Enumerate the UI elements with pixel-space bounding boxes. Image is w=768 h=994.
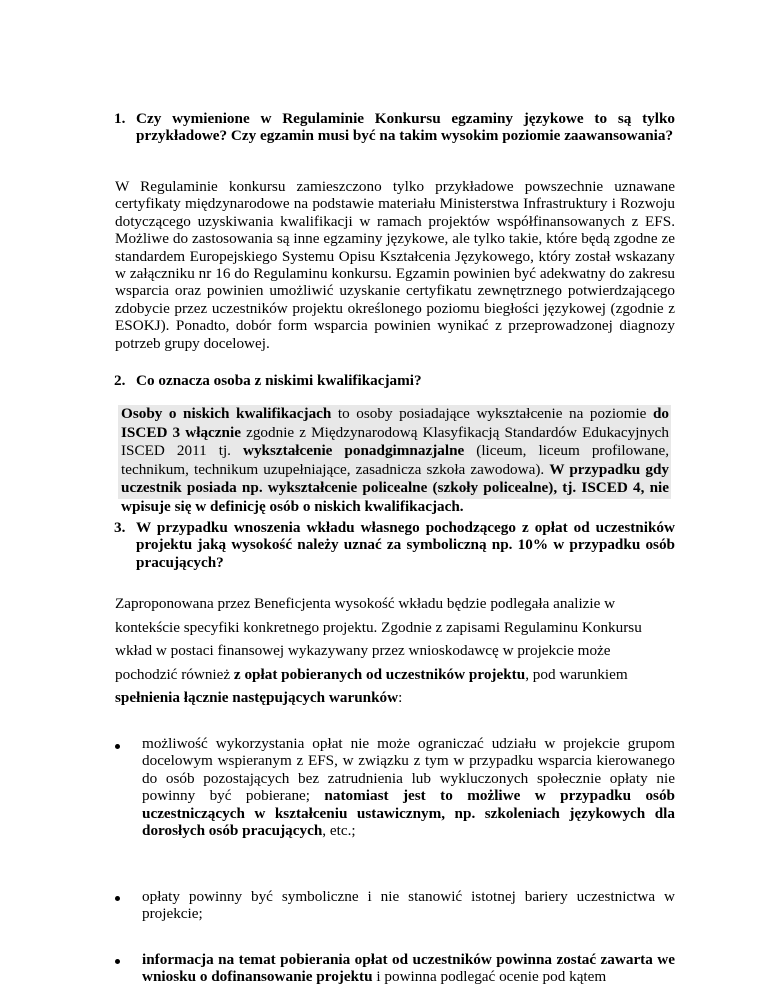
question-1-text: Czy wymienione w Regulaminie Konkursu egzaminy językowe to są tylko przykładowe? Czy egzamin musi być na takim wysokim poziomie zaawansowania? — [136, 110, 675, 145]
answer-2-part-6: (liceum, liceum profilowane, technikum, technikum uzupełniające, zasadnicza szkoła zawodowa). — [121, 442, 669, 478]
question-2-text: Co oznacza osoba z niskimi kwalifikacjami? — [136, 372, 422, 389]
bullet-3-dot — [115, 959, 120, 964]
bullet-1-bold: natomiast jest to możliwe w przypadku osób uczestniczących w kształceniu ustawicznym, np. szkoleniach językowych dla dorosłych osób pracujących — [142, 787, 675, 840]
answer-3-part-3: , pod warunkiem — [525, 665, 628, 683]
answer-2-isced3: do ISCED 3 włącznie — [121, 405, 669, 441]
bullet-2 — [142, 888, 675, 923]
bullet-3 — [142, 951, 675, 986]
bullet-1-dot — [115, 744, 120, 749]
answer-2-term: Osoby o niskich kwalifikacjach — [121, 405, 332, 422]
answer-2-education-level: wykształcenie ponadgimnazjalne — [242, 442, 465, 460]
question-3-number: 3. — [114, 519, 126, 536]
bullet-1-part-3: , etc.; — [322, 822, 356, 840]
answer-2-part-2: to osoby posiadające wykształcenie na poziomie — [331, 405, 653, 422]
bullet-1-part-1: możliwość wykorzystania opłat nie może ograniczać udziału w projekcie grupom docelowym wspieranym z EFS, w związku z tym w przypadku wsparcia kierowanego do osób pozostających bez zatrudnienia lub wykluczonych społecznie opłaty nie powinny być pobierane; — [142, 735, 675, 805]
answer-3-fees: z opłat pobieranych od uczestników projektu — [233, 665, 526, 683]
answer-2-part-4: zgodnie z Międzynarodową Klasyfikacją Standardów Edukacyjnych ISCED 2011 tj. — [121, 423, 670, 460]
answer-2-exception: W przypadku gdy uczestnik posiada np. wykształcenie policealne (szkoły policealne), tj. ISCED 4, nie wpisuje się w definicję osób o niskich kwalifikacjach. — [121, 460, 669, 515]
bullet-2-text: opłaty powinny być symboliczne i nie stanowić istotnej bariery uczestnictwa w projekcie; — [142, 888, 675, 923]
question-2 — [115, 372, 675, 389]
question-2-number: 2. — [114, 372, 126, 389]
question-1 — [115, 110, 675, 145]
answer-3 — [115, 592, 675, 710]
bullet-1 — [142, 735, 675, 839]
question-1-number: 1. — [114, 110, 126, 127]
answer-2 — [121, 405, 669, 517]
answer-3-part-1: Zaproponowana przez Beneficjenta wysokość wkładu będzie podlegała analizie w kontekście specyfiki konkretnego projektu. Zgodnie z zapisami Regulaminu Konkursu wkład w postaci finansowej wykazywany przez wnioskodawcę w projekcie może pochodzić również — [115, 595, 642, 683]
bullet-3-part-2: i powinna podlegać ocenie pod kątem — [372, 968, 607, 986]
bullet-2-dot — [115, 896, 120, 901]
answer-1: W Regulaminie konkursu zamieszczono tylko przykładowe powszechnie uznawane certyfikaty międzynarodowe na podstawie materiału Ministerstwa Infrastruktury i Rozwoju dotyczącego uzyskiwania kwalifikacji w ramach projektów współfinansowanych z EFS. Możliwe do zastosowania są inne egzaminy językowe, ale tylko takie, które będą zgodne ze standardem Europejskiego Systemu Opisu Kształcenia Językowego, który został wskazany w załączniku nr 16 do Regulaminu konkursu. Egzamin powinien być adekwatny do zakresu wsparcia oraz powinien umożliwić uzyskanie certyfikatu zewnętrznego potwierdzającego zdobycie przez uczestników projektu określonego poziomu biegłości językowej (zgodnie z ESOKJ). Ponadto, dobór form wsparcia powinien wynikać z przeprowadzonej diagnozy potrzeb grupy docelowej. — [115, 178, 675, 352]
bullet-3-bold: informacja na temat pobierania opłat od uczestników powinna zostać zawarta we wniosku o dofinansowanie projektu — [142, 951, 675, 986]
question-3-text: W przypadku wnoszenia wkładu własnego pochodzącego z opłat od uczestników projektu jaką wysokość należy uznać za symboliczną np. 10% w przypadku osób pracujących? — [136, 519, 675, 571]
answer-3-conditions: spełnienia łącznie następujących warunków — [115, 689, 399, 707]
question-3 — [115, 519, 675, 571]
answer-3-part-5: : — [398, 689, 403, 707]
